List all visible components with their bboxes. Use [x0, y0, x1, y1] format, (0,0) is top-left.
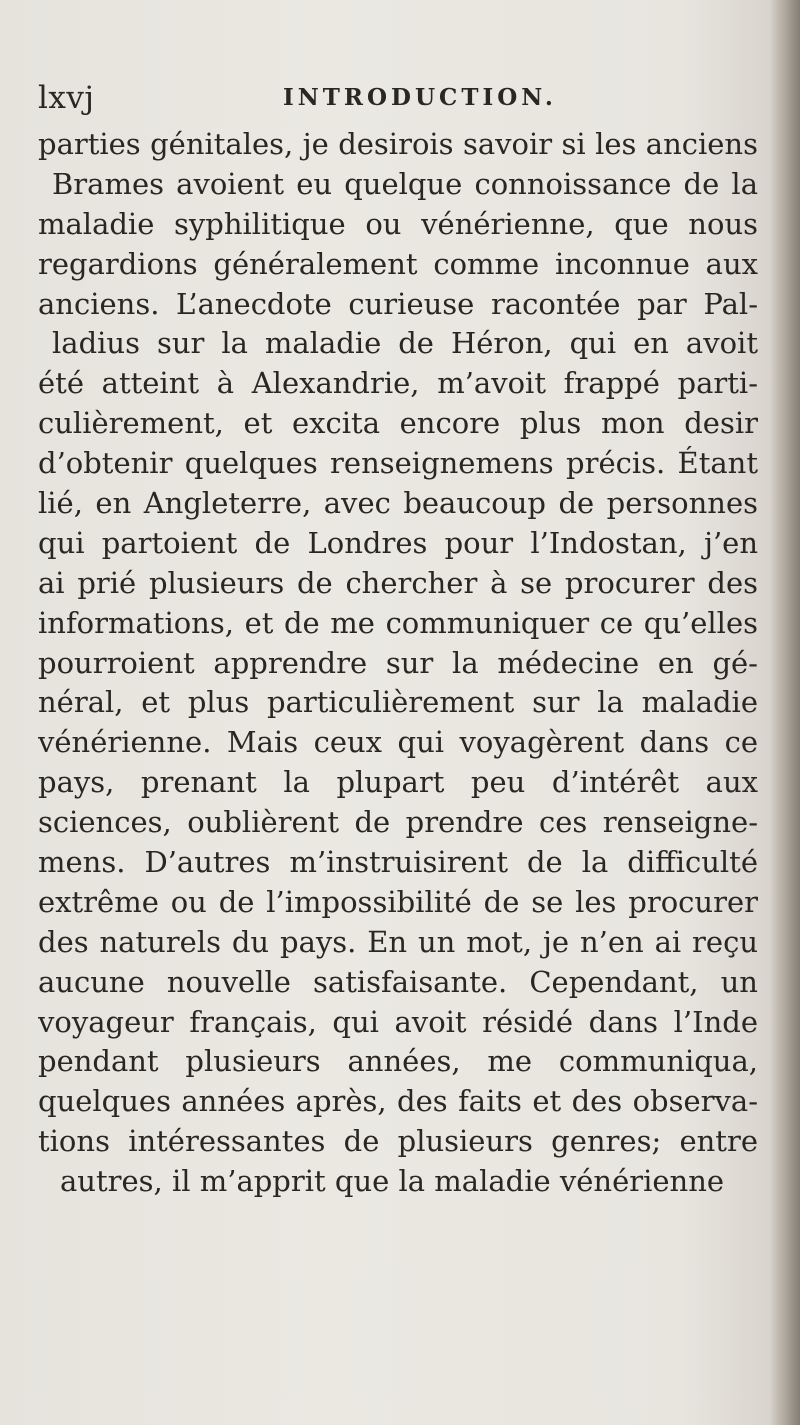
text-line: qui partoient de Londres pour l’Indostan, j’en — [38, 525, 758, 560]
running-title: INTRODUCTION. — [283, 84, 557, 111]
text-line: ai prié plusieurs de chercher à se procurer des — [38, 565, 758, 600]
text-line: d’obtenir quelques renseignemens précis. Étant — [38, 446, 758, 481]
text-line: tions intéressantes de plusieurs genres; entre — [38, 1124, 758, 1159]
text-line: quelques années après, des faits et des observa- — [38, 1084, 758, 1119]
text-line: voyageur français, qui avoit résidé dans l’Inde — [38, 1004, 758, 1039]
text-line: culièrement, et excita encore plus mon desir — [38, 406, 758, 441]
text-line: autres, il m’apprit que la maladie vénérienne — [60, 1164, 725, 1199]
text-line: lié, en Angleterre, avec beaucoup de personnes — [38, 486, 758, 521]
text-line: Brames avoient eu quelque connoissance de la — [52, 166, 758, 201]
text-line: parties génitales, je desirois savoir si les anciens — [38, 127, 758, 161]
text-line: néral, et plus particulièrement sur la maladie — [38, 685, 758, 720]
text-line: pendant plusieurs années, me communiqua, — [38, 1044, 758, 1079]
text-line: ladius sur la maladie de Héron, qui en avoit — [52, 326, 758, 361]
text-line: maladie syphilitique ou vénérienne, que nous — [38, 206, 758, 241]
text-line: été atteint à Alexandrie, m’avoit frappé parti- — [38, 366, 758, 401]
text-line: aucune nouvelle satisfaisante. Cependant, un — [38, 964, 758, 999]
page-number: lxvj — [38, 80, 95, 116]
text-line: pays, prenant la plupart peu d’intérêt aux — [38, 765, 758, 800]
text-line: informations, et de me communiquer ce qu’elles — [38, 605, 758, 640]
text-line: sciences, oublièrent de prendre ces renseigne- — [38, 805, 758, 840]
body-text — [38, 125, 758, 1202]
text-line: pourroient apprendre sur la médecine en gé- — [38, 645, 758, 680]
text-line: extrême ou de l’impossibilité de se les procurer — [38, 884, 758, 919]
text-line: vénérienne. Mais ceux qui voyagèrent dans ce — [38, 725, 758, 760]
text-line: anciens. L’anecdote curieuse racontée par Pal- — [38, 286, 758, 321]
text-line: mens. D’autres m’instruisirent de la difficulté — [38, 845, 758, 880]
text-line: des naturels du pays. En un mot, je n’en ai reçu — [38, 924, 758, 959]
page-edge-shadow — [770, 0, 800, 1425]
text-line: regardions généralement comme inconnue aux — [38, 246, 758, 281]
page-header — [38, 80, 758, 130]
